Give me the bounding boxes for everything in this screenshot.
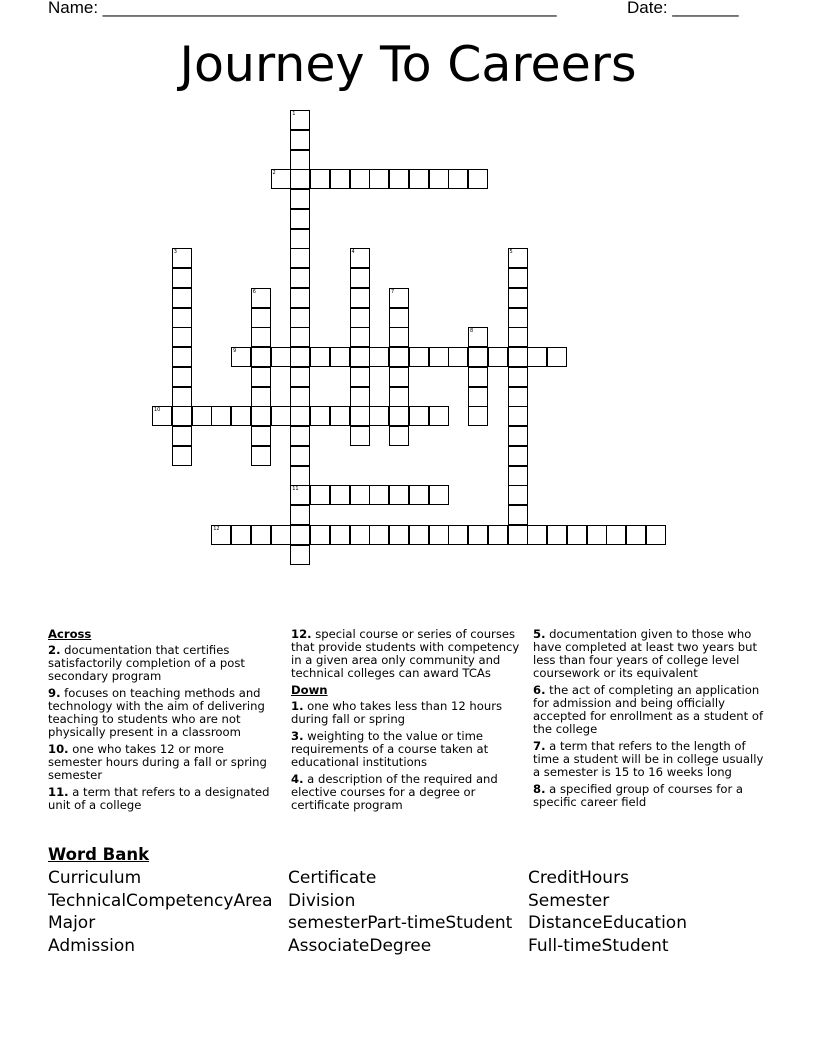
clue-text: one who takes less than 12 hours during fall or spring <box>291 699 503 726</box>
crossword-cell[interactable] <box>369 347 389 367</box>
clue-text: special course or series of courses that provide students with competency in a given area only community and technical colleges can award TCAs <box>291 627 520 680</box>
crossword-cell[interactable] <box>192 406 212 426</box>
crossword-cell[interactable] <box>527 525 547 545</box>
crossword-cell[interactable] <box>350 327 370 347</box>
crossword-cell[interactable] <box>409 169 429 189</box>
crossword-cell[interactable] <box>508 446 528 466</box>
crossword-cell[interactable] <box>389 485 409 505</box>
crossword-cell[interactable] <box>508 426 528 446</box>
crossword-cell[interactable] <box>310 169 330 189</box>
crossword-cell[interactable] <box>429 169 449 189</box>
crossword-cell[interactable] <box>389 525 409 545</box>
crossword-cell[interactable] <box>290 367 310 387</box>
crossword-cell[interactable] <box>172 308 192 328</box>
crossword-cell[interactable] <box>172 268 192 288</box>
clue-item <box>533 684 765 736</box>
crossword-cell[interactable] <box>290 545 310 565</box>
crossword-cell[interactable] <box>211 525 231 545</box>
word-bank-item: Certificate <box>288 868 377 888</box>
crossword-cell[interactable] <box>290 466 310 486</box>
crossword-cell[interactable] <box>251 406 271 426</box>
crossword-cell[interactable] <box>310 406 330 426</box>
cell-number: 5 <box>509 249 513 256</box>
word-bank-title: Word Bank <box>48 845 150 864</box>
crossword-cell[interactable] <box>290 248 310 268</box>
word-bank-column-3 <box>528 867 768 958</box>
crossword-cell[interactable] <box>290 485 310 505</box>
crossword-cell[interactable] <box>271 406 291 426</box>
crossword-cell[interactable] <box>290 387 310 407</box>
cell-number: 8 <box>470 328 474 335</box>
crossword-cell[interactable] <box>429 406 449 426</box>
word-bank-item: CreditHours <box>528 868 629 888</box>
clue-item <box>533 628 765 680</box>
cell-number: 9 <box>233 348 237 354</box>
crossword-cell[interactable] <box>389 406 409 426</box>
word-bank-item: Division <box>288 890 356 911</box>
clue-text: documentation given to those who have completed at least two years but less than four years of college level coursework or its equivalent <box>533 627 758 680</box>
crossword-cell[interactable] <box>290 130 310 150</box>
crossword-cell[interactable] <box>448 347 468 367</box>
crossword-cell[interactable] <box>251 288 271 308</box>
clue-text: focuses on teaching methods and technology with the aim of delivering teaching to students who are not physically present in a classroom <box>48 686 265 739</box>
crossword-cell[interactable] <box>389 169 409 189</box>
crossword-cell[interactable] <box>389 327 409 347</box>
crossword-cell[interactable] <box>330 406 350 426</box>
down-heading: Down <box>291 683 328 697</box>
crossword-cell[interactable] <box>369 485 389 505</box>
word-bank-item: Full-timeStudent <box>528 936 669 957</box>
crossword-cell[interactable] <box>310 525 330 545</box>
crossword-cell[interactable] <box>488 347 508 367</box>
crossword-cell[interactable] <box>508 288 528 308</box>
crossword-cell[interactable] <box>508 505 528 525</box>
crossword-cell[interactable] <box>508 327 528 347</box>
crossword-cell[interactable] <box>290 505 310 525</box>
crossword-cell[interactable] <box>587 525 607 545</box>
crossword-cell[interactable] <box>369 406 389 426</box>
crossword-cell[interactable] <box>646 525 666 545</box>
crossword-cell[interactable] <box>330 485 350 505</box>
cell-number: 4 <box>351 249 355 256</box>
crossword-cell[interactable] <box>251 308 271 328</box>
crossword-cell[interactable] <box>547 347 567 367</box>
crossword-cell[interactable] <box>251 327 271 347</box>
crossword-cell[interactable] <box>350 308 370 328</box>
crossword-cell[interactable] <box>409 406 429 426</box>
clue-number: 2. <box>48 643 61 657</box>
crossword-cell[interactable] <box>448 525 468 545</box>
crossword-cell[interactable] <box>310 485 330 505</box>
clue-number: 12. <box>291 627 312 641</box>
clue-number: 7. <box>533 739 546 753</box>
crossword-cell[interactable] <box>251 446 271 466</box>
clue-text: a term that refers to the length of time a student will be in college usually a semester is 15 to 16 weeks long <box>533 739 764 779</box>
clue-text: one who takes 12 or more semester hours during a fall or spring semester <box>48 742 267 782</box>
crossword-cell[interactable] <box>330 169 350 189</box>
crossword-cell[interactable] <box>389 347 409 367</box>
puzzle-title: Journey To Careers <box>179 36 637 93</box>
crossword-cell[interactable] <box>369 169 389 189</box>
word-bank-column-2 <box>288 867 528 958</box>
clues-column-2 <box>291 628 523 816</box>
crossword-cell[interactable] <box>350 169 370 189</box>
date-field-label: Date: _______ <box>627 0 739 17</box>
crossword-cell[interactable] <box>350 406 370 426</box>
crossword-cell[interactable] <box>429 347 449 367</box>
crossword-cell[interactable] <box>468 406 488 426</box>
word-bank-item: TechnicalCompetencyArea <box>48 890 273 911</box>
crossword-cell[interactable] <box>369 525 389 545</box>
clue-number: 10. <box>48 742 69 756</box>
word-bank-column-1 <box>48 867 288 958</box>
crossword-cell[interactable] <box>251 347 271 367</box>
clue-item <box>48 786 280 812</box>
crossword-cell[interactable] <box>350 426 370 446</box>
clue-number: 6. <box>533 683 546 697</box>
word-bank-item: AssociateDegree <box>288 936 432 957</box>
clue-text: documentation that certifies satisfactorily completion of a post secondary program <box>48 643 245 683</box>
crossword-cell[interactable] <box>172 327 192 347</box>
clue-number: 4. <box>291 772 304 786</box>
crossword-cell[interactable] <box>251 525 271 545</box>
crossword-cell[interactable] <box>527 347 547 367</box>
cell-number: 7 <box>391 288 395 295</box>
clue-item <box>48 743 280 782</box>
crossword-cell[interactable] <box>350 347 370 367</box>
crossword-cell[interactable] <box>468 347 488 367</box>
crossword-cell[interactable] <box>350 387 370 407</box>
crossword-cell[interactable] <box>389 367 409 387</box>
crossword-cell[interactable] <box>231 347 251 367</box>
crossword-cell[interactable] <box>172 446 192 466</box>
crossword-cell[interactable] <box>271 347 291 367</box>
crossword-cell[interactable] <box>290 268 310 288</box>
crossword-cell[interactable] <box>448 169 468 189</box>
crossword-cell[interactable] <box>508 367 528 387</box>
crossword-cell[interactable] <box>488 525 508 545</box>
crossword-cell[interactable] <box>231 525 251 545</box>
crossword-cell[interactable] <box>290 189 310 209</box>
clue-number: 3. <box>291 729 304 743</box>
crossword-cell[interactable] <box>409 485 429 505</box>
crossword-cell[interactable] <box>547 525 567 545</box>
crossword-cell[interactable] <box>389 288 409 308</box>
clue-number: 5. <box>533 627 546 641</box>
cell-number: 10 <box>154 407 161 414</box>
crossword-cell[interactable] <box>290 406 310 426</box>
clue-item <box>291 730 523 769</box>
clue-item <box>291 773 523 812</box>
crossword-cell[interactable] <box>508 525 528 545</box>
crossword-cell[interactable] <box>172 248 192 268</box>
clue-number: 9. <box>48 686 61 700</box>
crossword-cell[interactable] <box>251 387 271 407</box>
crossword-cell[interactable] <box>468 367 488 387</box>
crossword-cell[interactable] <box>508 248 528 268</box>
across-heading: Across <box>48 627 92 641</box>
clue-item <box>48 687 280 739</box>
crossword-cell[interactable] <box>251 426 271 446</box>
crossword-cell[interactable] <box>211 406 231 426</box>
crossword-cell[interactable] <box>350 525 370 545</box>
cell-number: 2 <box>272 170 276 177</box>
crossword-cell[interactable] <box>290 209 310 229</box>
crossword-cell[interactable] <box>508 308 528 328</box>
crossword-cell[interactable] <box>409 525 429 545</box>
word-bank-item: Semester <box>528 890 610 911</box>
crossword-cell[interactable] <box>508 466 528 486</box>
crossword-cell[interactable] <box>172 406 192 426</box>
crossword-cell[interactable] <box>567 525 587 545</box>
crossword-cell[interactable] <box>310 347 330 367</box>
cell-number: 3 <box>173 249 177 256</box>
word-bank-item: semesterPart-timeStudent <box>288 913 513 934</box>
crossword-cell[interactable] <box>172 387 192 407</box>
cell-number: 11 <box>292 486 299 493</box>
crossword-cell[interactable] <box>429 525 449 545</box>
crossword-cell[interactable] <box>468 169 488 189</box>
crossword-cell[interactable] <box>350 485 370 505</box>
clue-text: a specified group of courses for a specific career field <box>533 782 743 809</box>
crossword-cell[interactable] <box>330 525 350 545</box>
crossword-cell[interactable] <box>350 288 370 308</box>
word-bank-item: DistanceEducation <box>528 913 687 934</box>
crossword-cell[interactable] <box>468 387 488 407</box>
word-bank-item: Admission <box>48 936 136 957</box>
crossword-cell[interactable] <box>606 525 626 545</box>
clue-text: a term that refers to a designated unit of a college <box>48 785 270 812</box>
clue-number: 8. <box>533 782 546 796</box>
crossword-cell[interactable] <box>508 268 528 288</box>
clues-column-1 <box>48 628 280 816</box>
crossword-cell[interactable] <box>172 367 192 387</box>
crossword-cell[interactable] <box>271 525 291 545</box>
crossword-cell[interactable] <box>290 288 310 308</box>
clue-number: 1. <box>291 699 304 713</box>
crossword-cell[interactable] <box>626 525 646 545</box>
crossword-cell[interactable] <box>508 406 528 426</box>
clue-text: a description of the required and elective courses for a degree or certificate program <box>291 772 498 812</box>
clue-item <box>533 783 765 809</box>
crossword-cell[interactable] <box>290 327 310 347</box>
clue-item <box>533 740 765 779</box>
crossword-cell[interactable] <box>389 387 409 407</box>
crossword-cell[interactable] <box>251 367 271 387</box>
word-bank-item: Major <box>48 913 96 934</box>
clue-item <box>291 628 523 680</box>
clue-item <box>48 644 280 683</box>
crossword-cell[interactable] <box>290 426 310 446</box>
crossword-cell[interactable] <box>290 446 310 466</box>
crossword-cell[interactable] <box>468 327 488 347</box>
crossword-cell[interactable] <box>468 525 488 545</box>
word-bank-item: Curriculum <box>48 868 142 888</box>
crossword-cell[interactable] <box>172 288 192 308</box>
crossword-cell[interactable] <box>508 485 528 505</box>
crossword-cell[interactable] <box>389 426 409 446</box>
crossword-cell[interactable] <box>231 406 251 426</box>
crossword-cell[interactable] <box>290 110 310 130</box>
clue-item <box>291 700 523 726</box>
crossword-cell[interactable] <box>508 387 528 407</box>
cell-number: 1 <box>292 111 296 117</box>
crossword-cell[interactable] <box>152 406 172 426</box>
clue-number: 11. <box>48 785 69 799</box>
crossword-cell[interactable] <box>290 229 310 249</box>
crossword-cell[interactable] <box>429 485 449 505</box>
crossword-cell[interactable] <box>409 347 429 367</box>
crossword-cell[interactable] <box>172 347 192 367</box>
clue-text: the act of completing an application for admission and being officially accepted for enrollment as a student of the college <box>533 683 764 736</box>
name-field-label: Name: ________________________________________________ <box>48 0 557 17</box>
clue-text: weighting to the value or time requirements of a course taken at educational institutions <box>291 729 489 769</box>
crossword-cell[interactable] <box>508 347 528 367</box>
crossword-cell[interactable] <box>389 308 409 328</box>
crossword-cell[interactable] <box>290 150 310 170</box>
crossword-cell[interactable] <box>271 169 291 189</box>
crossword-cell[interactable] <box>350 268 370 288</box>
crossword-cell[interactable] <box>350 367 370 387</box>
clues-column-3 <box>533 628 765 813</box>
crossword-cell[interactable] <box>290 525 310 545</box>
cell-number: 12 <box>213 525 220 532</box>
crossword-cell[interactable] <box>350 248 370 268</box>
crossword-cell[interactable] <box>172 426 192 446</box>
crossword-cell[interactable] <box>290 169 310 189</box>
crossword-cell[interactable] <box>290 308 310 328</box>
crossword-cell[interactable] <box>330 347 350 367</box>
crossword-cell[interactable] <box>290 347 310 367</box>
cell-number: 6 <box>252 288 256 295</box>
